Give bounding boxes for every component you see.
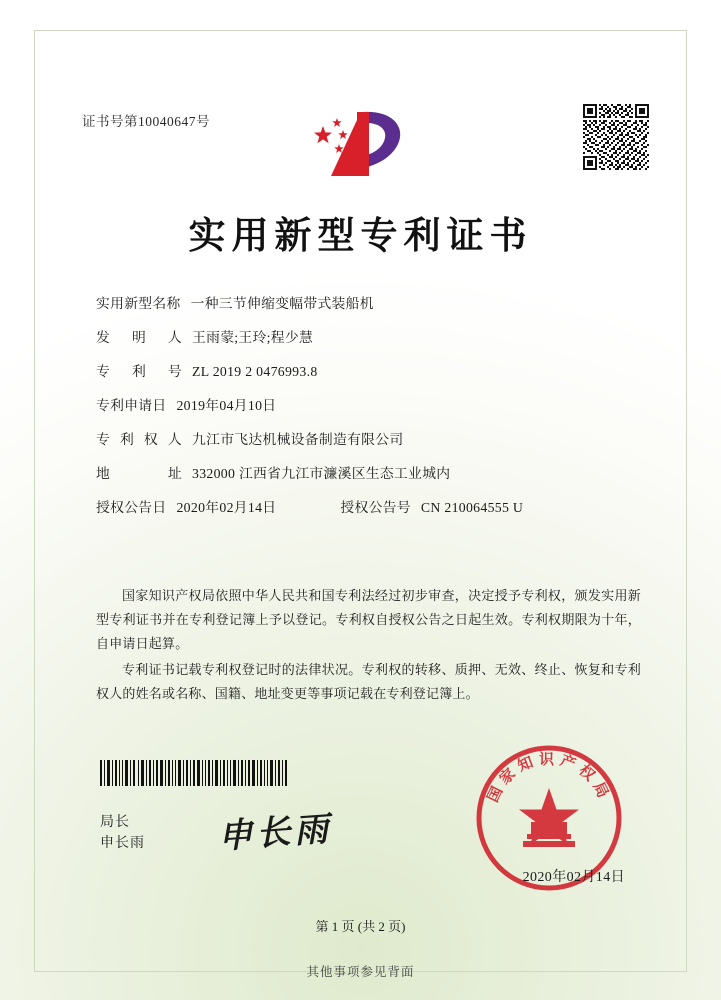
field-label-grant-number: 授权公告号	[340, 500, 411, 515]
qr-code	[583, 104, 649, 170]
field-row-name	[96, 292, 641, 326]
handwritten-signature: 申长雨	[216, 809, 334, 857]
field-row-patentee	[96, 428, 641, 462]
barcode	[100, 760, 290, 786]
svg-text:国家知识产权局: 国家知识产权局	[483, 750, 615, 805]
field-value-address: 332000 江西省九江市濂溪区生态工业城内	[192, 466, 451, 481]
director-name: 申长雨	[100, 836, 145, 851]
seal-date: 2020年02月14日	[522, 870, 625, 885]
certificate-number: 证书号第10040647号	[82, 114, 210, 129]
field-value-grant-number: CN 210064555 U	[420, 500, 524, 515]
field-label-inventor: 发明人	[96, 330, 182, 345]
field-row-application-date	[96, 394, 641, 428]
legal-paragraph-1	[96, 584, 641, 656]
field-label-application-date: 专利申请日	[96, 398, 167, 413]
legal-paragraph-2-text: 专利证书记载专利权登记时的法律状况。专利权的转移、质押、无效、终止、恢复和专利权人的姓名或名称、国籍、地址变更等事项记载在专利登记簿上。	[96, 662, 641, 701]
director-label: 局长	[100, 815, 130, 830]
field-value-patentee: 九江市飞达机械设备制造有限公司	[192, 432, 404, 447]
page-number: 第 1 页 (共 2 页)	[315, 919, 406, 934]
field-value-grant-date: 2020年02月14日	[176, 500, 277, 515]
field-row-inventor	[96, 326, 641, 360]
legal-paragraph-2	[96, 658, 641, 706]
director-signature-block	[100, 812, 145, 854]
field-label-name: 实用新型名称	[96, 296, 181, 311]
field-label-address: 地址	[96, 466, 182, 481]
field-value-name: 一种三节伸缩变幅带式装船机	[190, 296, 374, 311]
field-label-patent-number: 专利号	[96, 364, 182, 379]
field-value-patent-number: ZL 2019 2 0476993.8	[192, 364, 318, 379]
field-row-patent-number	[96, 360, 641, 394]
field-label-grant-date: 授权公告日	[96, 500, 167, 515]
cnipa-logo	[301, 104, 421, 184]
field-row-grant	[96, 496, 641, 530]
field-value-inventor: 王雨蒙;王玲;程少慧	[192, 330, 314, 345]
fields-list	[96, 292, 641, 530]
field-row-address	[96, 462, 641, 496]
field-label-patentee: 专利权人	[96, 432, 182, 447]
legal-paragraph-1-text: 国家知识产权局依照中华人民共和国专利法经过初步审查，决定授予专利权，颁发实用新型专利证书并在专利登记簿上予以登记。专利权自授权公告之日起生效。专利权期限为十年，自申请日起算。	[96, 588, 641, 651]
footer-note: 其他事项参见背面	[306, 965, 415, 979]
document-title: 实用新型专利证书	[188, 213, 533, 257]
field-value-application-date: 2019年04月10日	[176, 398, 277, 413]
grant-number-group	[340, 496, 523, 516]
